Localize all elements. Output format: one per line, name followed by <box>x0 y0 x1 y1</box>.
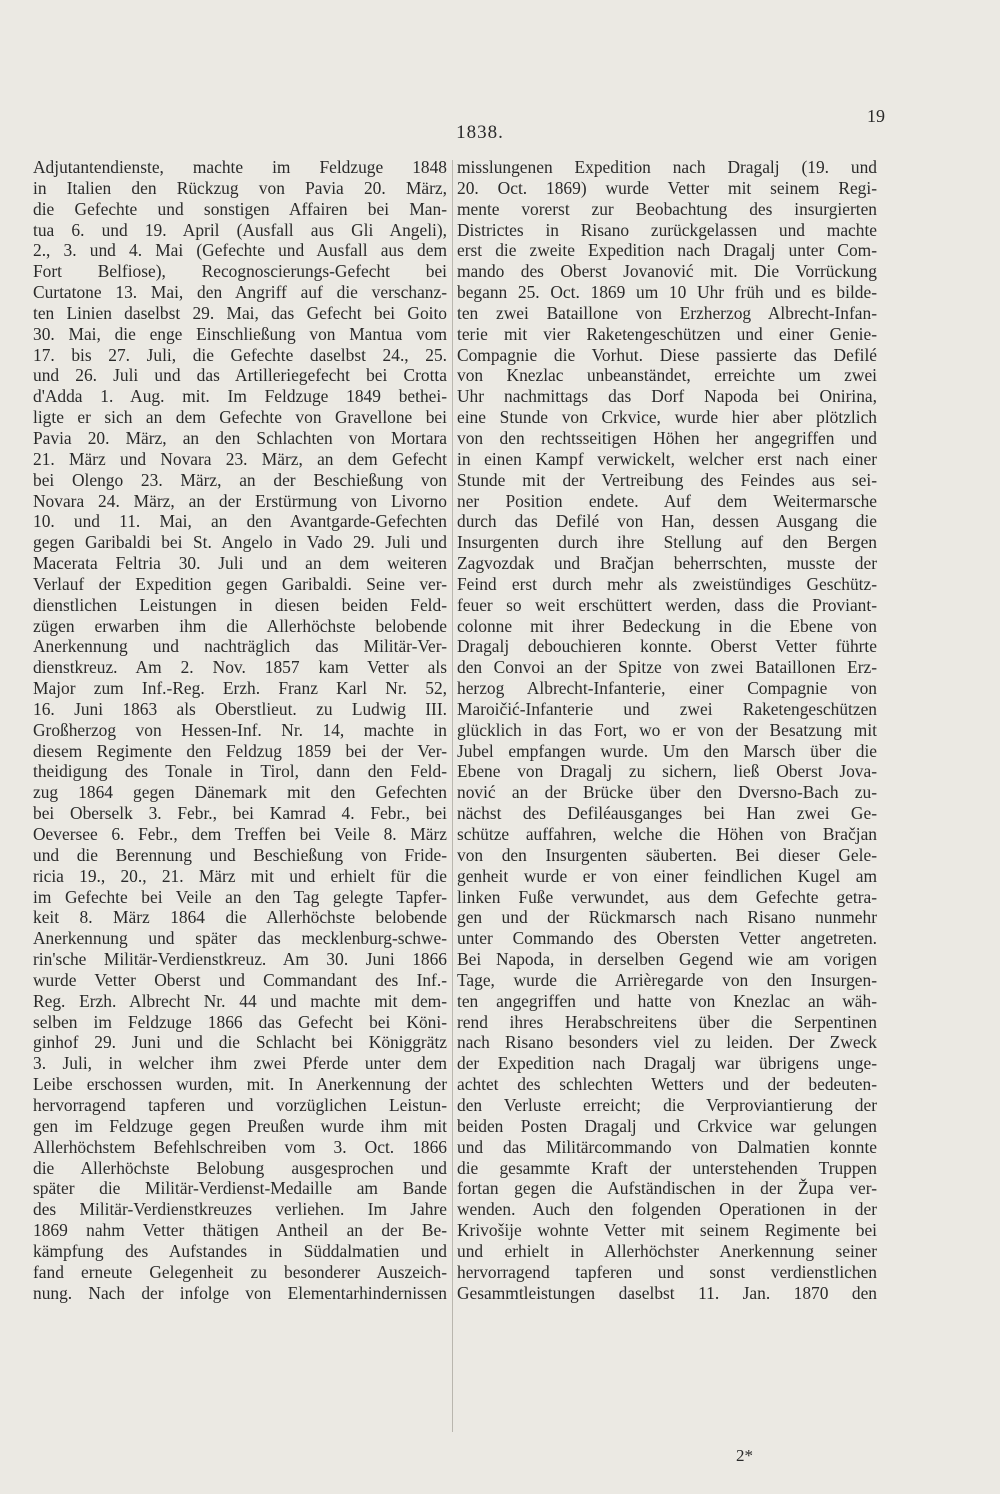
text-line: und erhielt in Allerhöchster Anerkennung seiner <box>457 1240 877 1261</box>
text-line: rend ihres Herabschreitens über die Serpentinen <box>457 1011 877 1032</box>
text-line: Adjutantendienste, machte im Feldzuge 1848 <box>33 157 447 177</box>
text-line: hervorragend tapferen und vorzüglichen Leistun- <box>33 1094 447 1115</box>
text-line: fand erneute Gelegenheit zu besonderer Auszeich- <box>33 1261 447 1282</box>
text-line: d'Adda 1. Aug. mit. Im Feldzuge 1849 bethei- <box>33 386 447 407</box>
text-line: durch das Defilé von Han, dessen Ausgang die <box>457 511 877 532</box>
text-line: 17. bis 27. Juli, die Gefechte daselbst 24., 25. <box>33 344 447 365</box>
text-line: fortan gegen die Aufständischen in der Župa ver- <box>457 1178 877 1199</box>
text-line: in einen Kampf verwickelt, welcher erst nach einer <box>457 448 877 469</box>
text-line: ricia 19., 20., 21. März mit und erhielt für die <box>33 865 447 886</box>
text-line: mente vorerst zur Beobachtung des insurgierten <box>457 198 877 219</box>
text-line: dienstkreuz. Am 2. Nov. 1857 kam Vetter als <box>33 657 447 678</box>
text-line: diesem Regimente den Feldzug 1859 bei der Ver- <box>33 740 447 761</box>
text-line: 10. und 11. Mai, an den Avantgarde-Gefechten <box>33 511 447 532</box>
text-line: dienstlichen Leistungen in diesen beiden Feld- <box>33 594 447 615</box>
text-line: eine Stunde von Crkvice, wurde hier aber plötzlich <box>457 407 877 428</box>
text-line: Leibe erschossen wurden, mit. In Anerkennung der <box>33 1074 447 1095</box>
text-line: terie mit vier Raketengeschützen und einer Genie- <box>457 323 877 344</box>
text-line: tua 6. und 19. April (Ausfall aus Gli Angeli), <box>33 219 447 240</box>
text-line: ginhof 29. Juni und die Schlacht bei Königgrätz <box>33 1032 447 1053</box>
text-line: 3. Juli, in welcher ihm zwei Pferde unter dem <box>33 1053 447 1074</box>
text-line: und die Berennung und Beschießung von Fride- <box>33 844 447 865</box>
text-line: Insurgenten durch ihre Stellung auf den Bergen <box>457 532 877 553</box>
text-line: nović an der Brücke über den Dversno-Bach zu- <box>457 782 877 803</box>
text-line: 20. Oct. 1869) wurde Vetter mit seinem Regi- <box>457 177 877 198</box>
text-line: genheit wurde er von einer feindlichen Kugel am <box>457 865 877 886</box>
text-line: und 26. Juli und das Artilleriegefecht bei Crotta <box>33 365 447 386</box>
text-line: Dragalj debouchieren konnte. Oberst Vetter führte <box>457 636 877 657</box>
text-line: zügen erwarben ihm die Allerhöchste belobende <box>33 615 447 636</box>
column-divider <box>452 160 453 1432</box>
text-line: 2., 3. und 4. Mai (Gefechte und Ausfall aus dem <box>33 240 447 261</box>
text-line: beiden Posten Dragalj und Crkvice war gelungen <box>457 1115 877 1136</box>
text-line: Anerkennung und nachträglich das Militär-Ver- <box>33 636 447 657</box>
printer-signature-mark: 2* <box>736 1446 753 1465</box>
left-text-column <box>33 157 447 1303</box>
text-line: in Italien den Rückzug von Pavia 20. März, <box>33 177 447 198</box>
text-line: Macerata Feltria 30. Juli und an dem weiteren <box>33 553 447 574</box>
text-line: ten Linien daselbst 29. Mai, das Gefecht bei Goito <box>33 302 447 323</box>
text-line: später die Militär-Verdienst-Medaille am Bande <box>33 1178 447 1199</box>
text-line: unter Commando des Obersten Vetter angetreten. <box>457 928 877 949</box>
text-line: Tage, wurde die Arrièregarde von den Insurgen- <box>457 969 877 990</box>
text-line: 30. Mai, die enge Einschließung von Mantua vom <box>33 323 447 344</box>
text-line: Zagvozdak und Bračjan beherrschten, musste der <box>457 553 877 574</box>
text-line: Anerkennung und später das mecklenburg-schwe- <box>33 928 447 949</box>
text-line: den Convoi an der Spitze von zwei Bataillonen Erz- <box>457 657 877 678</box>
text-line: gen und der Rückmarsch nach Risano nunmehr <box>457 907 877 928</box>
text-line: selben im Feldzuge 1866 das Gefecht bei Köni- <box>33 1011 447 1032</box>
text-line: Maroičić-Infanterie und zwei Raketengeschützen <box>457 698 877 719</box>
text-line: misslungenen Expedition nach Dragalj (19. und <box>457 157 877 177</box>
text-line: von den Insurgenten säuberten. Bei dieser Gele- <box>457 844 877 865</box>
text-line: glücklich in das Fort, wo er von der Besatzung mit <box>457 719 877 740</box>
text-line: Districtes in Risano zurückgelassen und machte <box>457 219 877 240</box>
text-line: feuer so weit erschüttert werden, dass die Proviant- <box>457 594 877 615</box>
text-line: die Gefechte und sonstigen Affairen bei Man- <box>33 198 447 219</box>
text-line: den Verluste erreicht; die Verproviantierung der <box>457 1094 877 1115</box>
text-line: und das Militärcommando von Dalmatien konnte <box>457 1136 877 1157</box>
text-line: 1869 nahm Vetter thätigen Antheil an der Be- <box>33 1220 447 1241</box>
text-line: nung. Nach der infolge von Elementarhindernissen <box>33 1282 447 1303</box>
right-text-column <box>457 157 877 1303</box>
text-line: begann 25. Oct. 1869 um 10 Uhr früh und es bilde- <box>457 282 877 303</box>
text-line: theidigung des Tonale in Tirol, dann den Feld- <box>33 761 447 782</box>
text-line: Compagnie die Vorhut. Diese passierte das Defilé <box>457 344 877 365</box>
text-line: 16. Juni 1863 als Oberstlieut. zu Ludwig III. <box>33 698 447 719</box>
text-line: achtet des schlechten Wetters und der bedeuten- <box>457 1074 877 1095</box>
text-line: Fort Belfiose), Recognoscierungs-Gefecht bei <box>33 261 447 282</box>
text-line: colonne mit ihrer Bedeckung in die Ebene von <box>457 615 877 636</box>
text-line: ten zwei Bataillone von Erzherzog Albrecht-Infan- <box>457 302 877 323</box>
text-line: Großherzog von Hessen-Inf. Nr. 14, machte in <box>33 719 447 740</box>
text-line: die Allerhöchste Belobung ausgesprochen und <box>33 1157 447 1178</box>
text-line: Allerhöchstem Befehlschreiben vom 3. Oct. 1866 <box>33 1136 447 1157</box>
text-line: wurde Vetter Oberst und Commandant des Inf.- <box>33 969 447 990</box>
text-line: wenden. Auch den folgenden Operationen in der <box>457 1199 877 1220</box>
text-line: keit 8. März 1864 die Allerhöchste belobende <box>33 907 447 928</box>
text-line: Oeversee 6. Febr., dem Treffen bei Veile 8. März <box>33 824 447 844</box>
text-line: des Militär-Verdienstkreuzes verliehen. Im Jahre <box>33 1199 447 1220</box>
text-line: von den rechtsseitigen Höhen her angegriffen und <box>457 427 877 448</box>
text-line: im Gefechte bei Veile an den Tag gelegte Tapfer- <box>33 886 447 907</box>
text-line: Gesammtleistungen daselbst 11. Jan. 1870 den <box>457 1282 877 1303</box>
text-line: gen im Feldzuge gegen Preußen wurde ihm mit <box>33 1115 447 1136</box>
text-line: nach Risano besonders viel zu leiden. Der Zweck <box>457 1032 877 1053</box>
text-line: bei Olengo 23. März, an der Beschießung von <box>33 469 447 490</box>
text-line: zug 1864 gegen Dänemark mit den Gefechten <box>33 782 447 803</box>
text-line: Reg. Erzh. Albrecht Nr. 44 und machte mit dem- <box>33 990 447 1011</box>
text-line: herzog Albrecht-Infanterie, einer Compagnie von <box>457 678 877 699</box>
text-line: linken Fuße verwundet, aus dem Gefechte getra- <box>457 886 877 907</box>
text-line: schütze auffahren, welche die Höhen von Bračjan <box>457 824 877 844</box>
text-line: Feind erst durch mehr als zweistündiges Geschütz- <box>457 573 877 594</box>
text-line: Pavia 20. März, an den Schlachten von Mortara <box>33 427 447 448</box>
text-line: die gesammte Kraft der unterstehenden Truppen <box>457 1157 877 1178</box>
text-line: Ebene von Dragalj zu sichern, ließ Oberst Jova- <box>457 761 877 782</box>
text-line: Uhr nachmittags das Dorf Napoda bei Onirina, <box>457 386 877 407</box>
text-line: rin'sche Militär-Verdienstkreuz. Am 30. Juni 1866 <box>33 949 447 970</box>
text-line: Stunde mit der Vertreibung des Feindes aus sei- <box>457 469 877 490</box>
text-line: Curtatone 13. Mai, den Angriff auf die verschanz- <box>33 282 447 303</box>
page-number: 19 <box>867 106 885 126</box>
text-line: ligte er sich an dem Gefechte von Gravellone bei <box>33 407 447 428</box>
text-line: ten angegriffen und hatte von Knezlac an wäh- <box>457 990 877 1011</box>
text-line: kämpfung des Aufstandes in Süddalmatien und <box>33 1240 447 1261</box>
text-line: erst die zweite Expedition nach Dragalj unter Com- <box>457 240 877 261</box>
text-line: Jubel empfangen wurde. Um den Marsch über die <box>457 740 877 761</box>
text-line: hervorragend tapferen und sonst verdienstlichen <box>457 1261 877 1282</box>
text-line: ner Position endete. Auf dem Weitermarsche <box>457 490 877 511</box>
text-line: 21. März und Novara 23. März, an dem Gefecht <box>33 448 447 469</box>
text-line: Major zum Inf.-Reg. Erzh. Franz Karl Nr. 52, <box>33 678 447 699</box>
text-line: gegen Garibaldi bei St. Angelo in Vado 29. Juli und <box>33 532 447 553</box>
running-head-year: 1838. <box>456 122 504 143</box>
text-line: mando des Oberst Jovanović mit. Die Vorrückung <box>457 261 877 282</box>
text-line: Bei Napoda, in derselben Gegend wie am vorigen <box>457 949 877 970</box>
text-line: Novara 24. März, an der Erstürmung von Livorno <box>33 490 447 511</box>
text-line: Verlauf der Expedition gegen Garibaldi. Seine ver- <box>33 573 447 594</box>
text-line: der Expedition nach Dragalj war übrigens unge- <box>457 1053 877 1074</box>
text-line: von Knezlac unbeanständet, erreichte um zwei <box>457 365 877 386</box>
text-line: Krivošije wohnte Vetter mit seinem Regimente bei <box>457 1220 877 1241</box>
text-line: bei Oberselk 3. Febr., bei Kamrad 4. Febr., bei <box>33 803 447 824</box>
text-line: nächst des Defiléausganges bei Han zwei Ge- <box>457 803 877 824</box>
